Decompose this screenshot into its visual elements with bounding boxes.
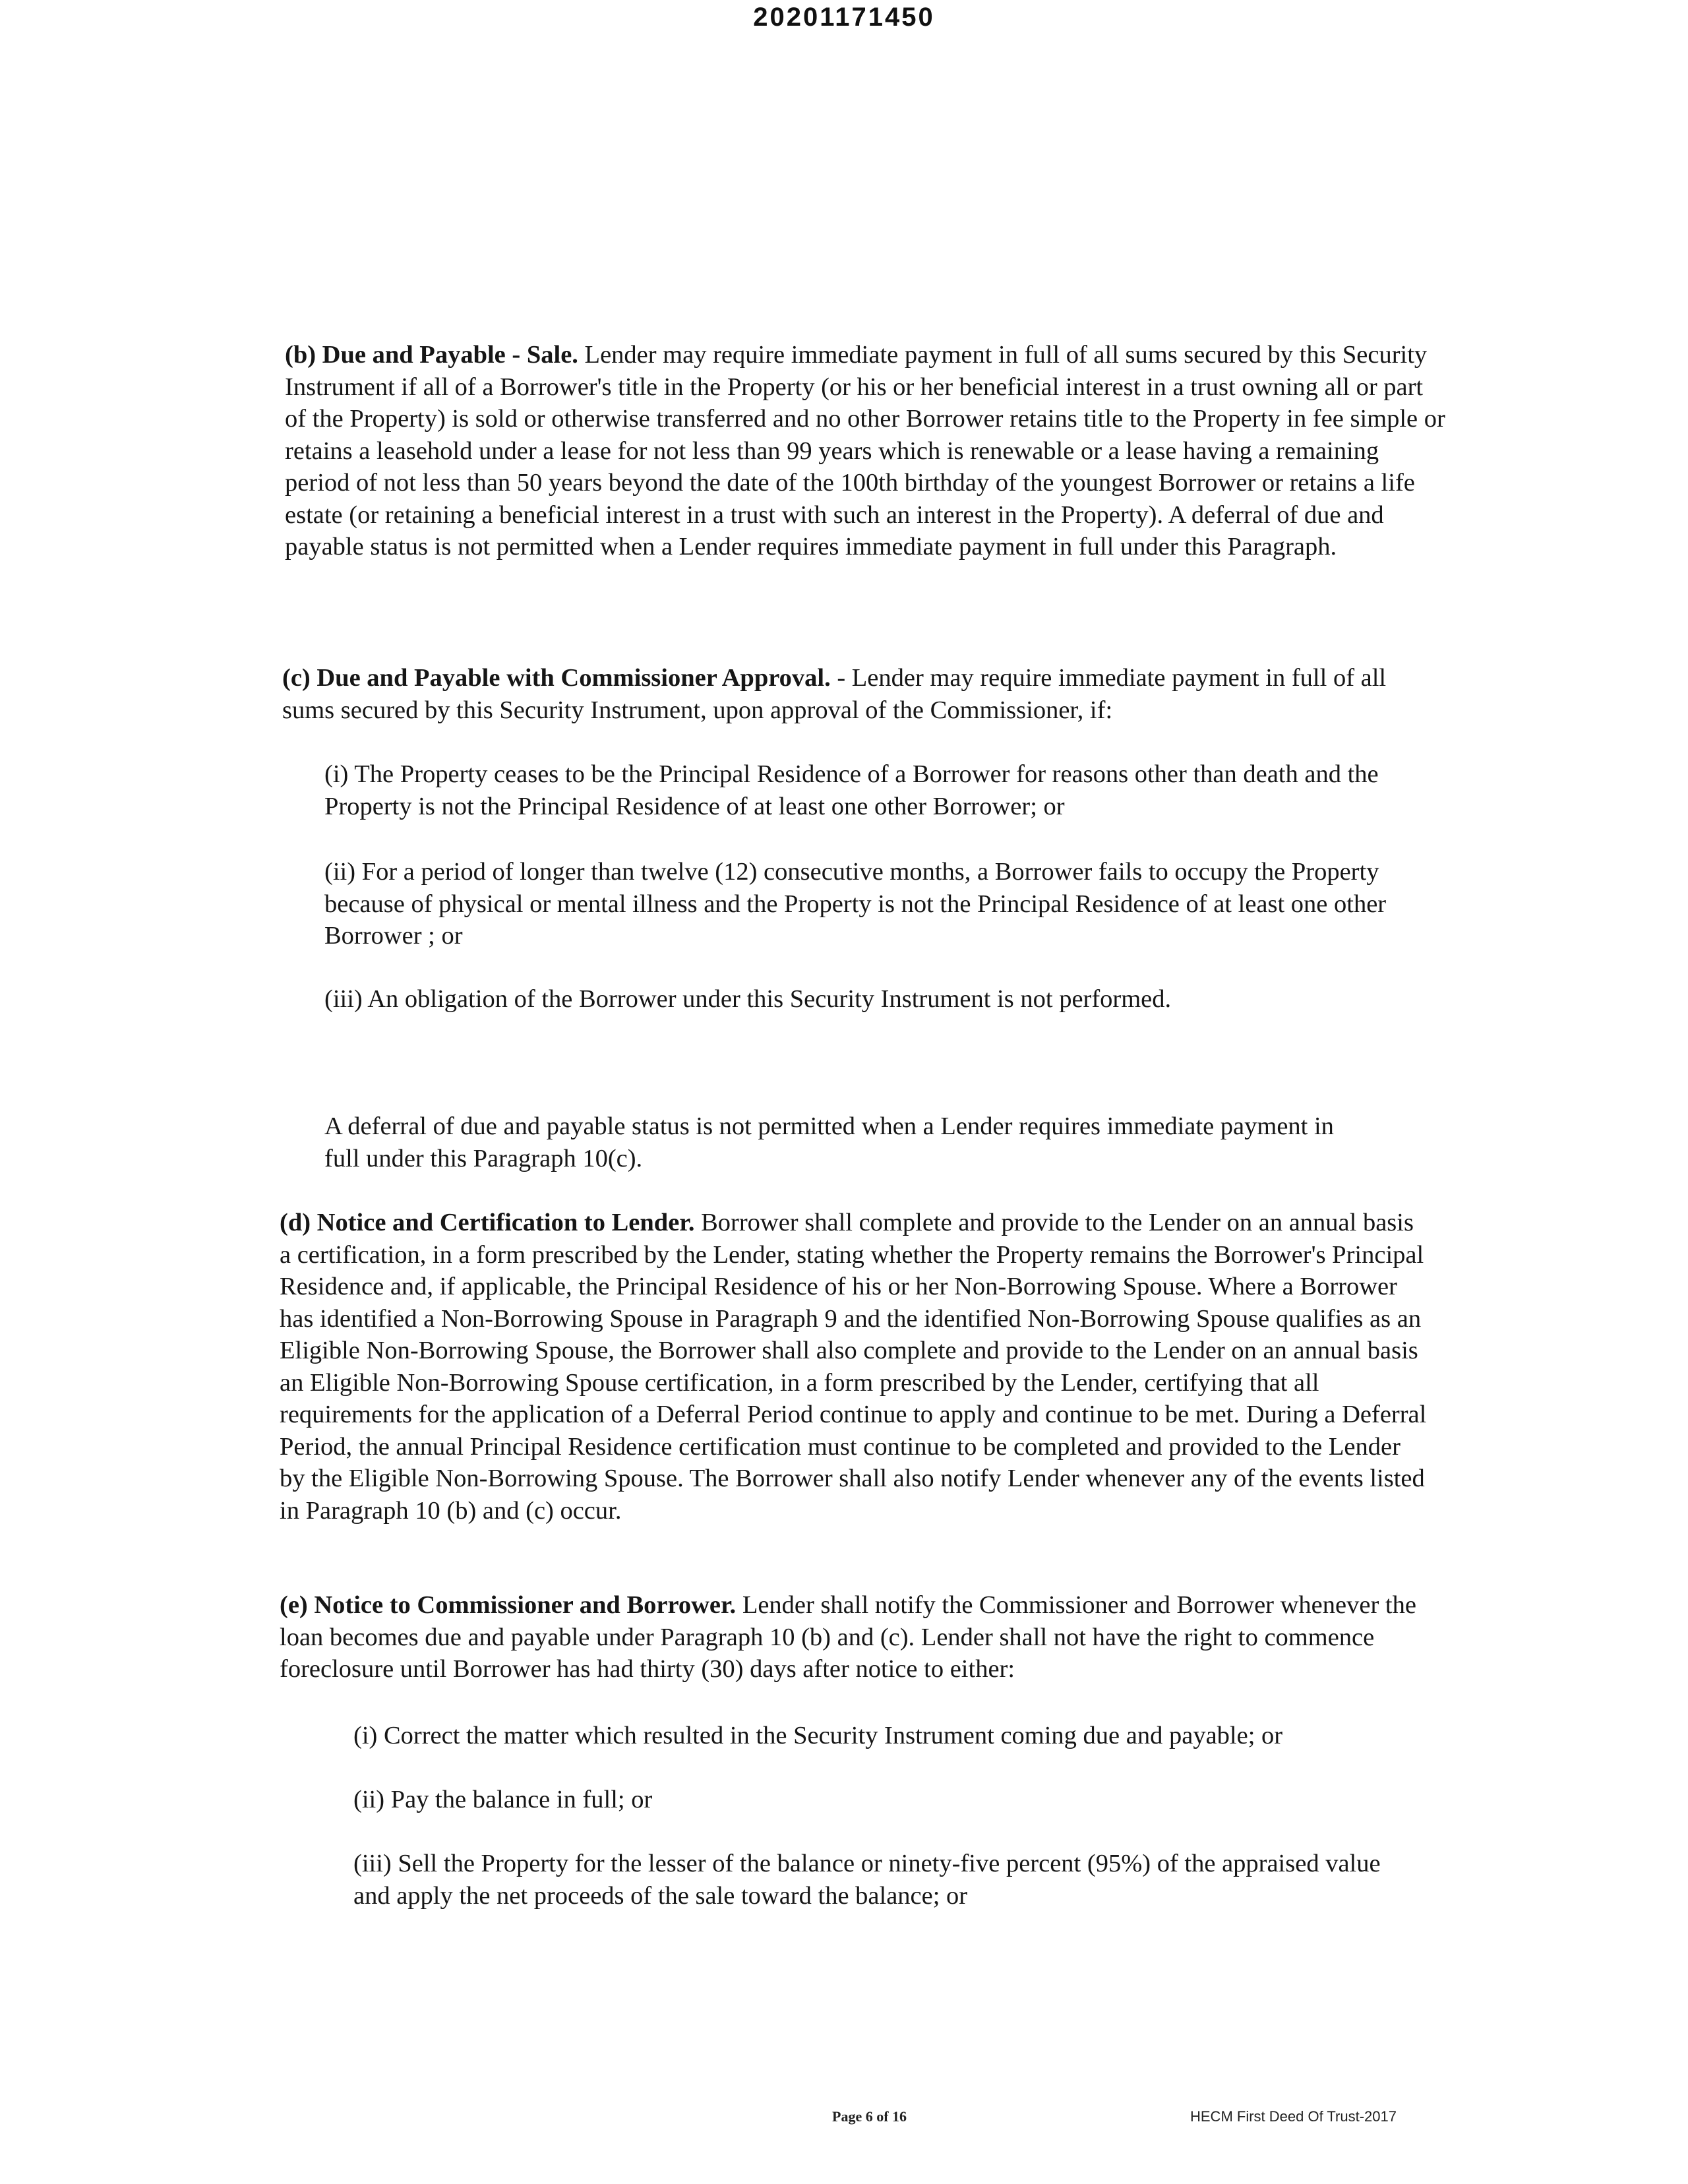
section-e-paragraph	[280, 1589, 1420, 1685]
section-d-body: Borrower shall complete and provide to the Lender on an annual basis a certification, in a form prescribed by the Lender, stating whether the Property remains the Borrower's Principal Residence and, if applicable, the Principal Residence of his or her Non-Borrowing Spouse. Where a Borrower has identified a Non-Borrowing Spouse in Paragraph 9 and the identified Non-Borrowing Spouse qualifies as an Eligible Non-Borrowing Spouse, the Borrower shall also complete and provide to the Lender on an annual basis an Eligible Non-Borrowing Spouse certification, in a form prescribed by the Lender, certifying that all requirements for the application of a Deferral Period continue to apply and continue to be met. During a Deferral Period, the annual Principal Residence certification must continue to be completed and provided to the Lender by the Eligible Non-Borrowing Spouse. The Borrower shall also notify Lender whenever any of the events listed in Paragraph 10 (b) and (c) occur.	[280, 1209, 1427, 1525]
section-c-item-i: (i) The Property ceases to be the Principal Residence of a Borrower for reasons other than death and the Property is not the Principal Residence of at least one other Borrower; or	[324, 760, 1379, 820]
section-e-item-iii: (iii) Sell the Property for the lesser of the balance or ninety-five percent (95%) of the appraised value and apply the net proceeds of the sale toward the balance; or	[353, 1850, 1381, 1910]
section-b-paragraph	[285, 339, 1445, 563]
section-c-item-iii: (iii) An obligation of the Borrower under this Security Instrument is not performed.	[324, 985, 1172, 1013]
page-number: Page 6 of 16	[832, 2108, 907, 2125]
document-footer-title: HECM First Deed Of Trust-2017	[1190, 2108, 1397, 2125]
section-c-heading: (c) Due and Payable with Commissioner Approval.	[282, 664, 831, 692]
section-b-body: Lender may require immediate payment in full of all sums secured by this Security Instrument if all of a Borrower's title in the Property (or his or her beneficial interest in a trust owning all or part of the Property) is sold or otherwise transferred and no other Borrower retains title to the Property in fee simple or retains a leasehold under a lease for not less than 99 years which is renewable or a lease having a remaining period of not less than 50 years beyond the date of the 100th birthday of the youngest Borrower or retains a life estate (or retaining a beneficial interest in a trust with such an interest in the Property). A deferral of due and payable status is not permitted when a Lender requires immediate payment in full under this Paragraph.	[285, 341, 1445, 561]
section-d-heading: (d) Notice and Certification to Lender.	[280, 1209, 695, 1236]
section-c-body: - Lender may require immediate payment in full of all sums secured by this Security Instrument, upon approval of the Commissioner, if:	[282, 664, 1387, 724]
section-e-item-ii: (ii) Pay the balance in full; or	[353, 1786, 653, 1813]
section-c-paragraph	[282, 662, 1416, 726]
section-c-item-ii: (ii) For a period of longer than twelve (12) consecutive months, a Borrower fails to occupy the Property because of physical or mental illness and the Property is not the Principal Residence of at least one other Borrower ; or	[324, 858, 1387, 950]
document-number: 20201171450	[753, 3, 935, 32]
section-e-item-i: (i) Correct the matter which resulted in the Security Instrument coming due and payable; or	[353, 1722, 1283, 1749]
section-e-body: Lender shall notify the Commissioner and Borrower whenever the loan becomes due and payable under Paragraph 10 (b) and (c). Lender shall not have the right to commence foreclosure until Borrower has had thirty (30) days after notice to either:	[280, 1591, 1416, 1683]
section-b-heading: (b) Due and Payable - Sale.	[285, 341, 578, 369]
section-d-paragraph	[280, 1207, 1430, 1527]
section-c-deferral-note: A deferral of due and payable status is not permitted when a Lender requires immediate payment in full under this Paragraph 10(c).	[324, 1112, 1334, 1172]
section-e-heading: (e) Notice to Commissioner and Borrower.	[280, 1591, 737, 1619]
